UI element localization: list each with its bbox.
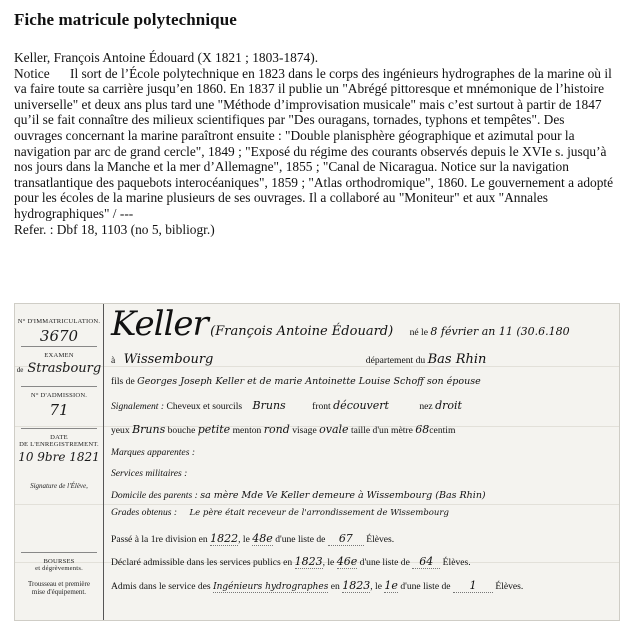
notice-text [14, 50, 616, 237]
trousseau-label: Trousseau et première mise d'équipement. [28, 580, 90, 596]
signalement-row [111, 399, 462, 412]
declare-year: 1823 [294, 555, 323, 568]
passe-year: 1822 [210, 532, 239, 545]
date-label: DATE [50, 434, 68, 441]
admission-label: N° D'ADMISSION. [30, 392, 88, 399]
bouche-label: bouche [167, 425, 196, 436]
grades-label: Grades obtenus : [111, 507, 178, 518]
register-left-column [15, 304, 104, 620]
domicile-line1: sa mère Mde Ve Keller demeure à Wissembourg (Bas Rhin) [200, 490, 486, 501]
nez-value: droit [435, 399, 462, 412]
menton-value: rond [263, 423, 290, 436]
taille-label: taille d'un mètre [350, 425, 413, 436]
features-row [111, 423, 455, 436]
date-value: 10 9bre 1821 [18, 450, 100, 464]
passe-count: 67 [328, 532, 364, 546]
visage-value: ovale [319, 423, 349, 436]
admis-year: 1823 [342, 579, 371, 592]
admission-value: 71 [49, 401, 69, 419]
examen-value: Strasbourg [27, 361, 102, 376]
nez-label: nez [419, 401, 433, 412]
passe-le-label: , le [238, 534, 250, 545]
student-given-names: (François Antoine Édouard) [210, 324, 394, 339]
date-box [15, 434, 103, 464]
bouche-value: petite [197, 423, 231, 436]
degrevements-label: et dégrèvements. [35, 565, 83, 572]
passe-eleves: Élèves. [366, 534, 395, 545]
grades-row [111, 507, 449, 518]
admis-list-label: d'une liste de [400, 581, 451, 592]
cheveux-value: Bruns [252, 399, 286, 412]
admis-label: Admis dans le service des [111, 581, 211, 592]
signature-box [15, 482, 103, 490]
page-title: Fiche matricule polytechnique [14, 10, 237, 29]
immatriculation-value: 3670 [39, 327, 79, 345]
yeux-value: Bruns [132, 423, 166, 436]
parents-row [111, 376, 481, 387]
marques-label: Marques apparentes : [111, 447, 196, 458]
notice-heading-line: Keller, François Antoine Édouard (X 1821 ; 1803-1874). [14, 50, 319, 65]
menton-label: menton [232, 425, 262, 436]
bourses-label: BOURSES [43, 558, 75, 565]
declare-count: 64 [412, 555, 440, 569]
domicile-row [111, 490, 486, 501]
signature-label: Signature de l'Élève, [30, 482, 88, 490]
name-row [111, 304, 570, 344]
declare-eleves: Élèves. [442, 557, 471, 568]
ne-le-label: né le [409, 327, 428, 338]
birthplace-row [111, 352, 486, 367]
departement-value: Bas Rhin [427, 352, 487, 367]
parents-value: Georges Joseph Keller et de marie Antoinette Louise Schoff son épouse [137, 376, 481, 387]
notice-body [14, 66, 616, 222]
passe-rank: 48e [252, 532, 273, 545]
birthplace: Wissembourg [123, 352, 214, 367]
admis-rank: 1e [384, 579, 398, 592]
examen-box [15, 352, 103, 377]
admis-count: 1 [453, 579, 493, 593]
register-card-body [111, 304, 615, 620]
notice-paragraph: Il sort de l’École polytechnique en 1823 dans le corps des ingénieurs hydrographes de la marine où il va faire toute sa carrière jusqu’en 1860. En 1837 il publie un "Abrégé pittoresque et mnémonique de l’histoire universelle" et deux ans plus tard une "Méthode d’improvisation musicale" mais c’est surtout à partir de 1847 qu’il se fait connaître des milieux scientifiques par "Des ouragans, tornades, typhons et tempêtes". Des ouvrages concernant la marine paraîtront ensuite : "Double planisphère géographique et azimutal pour la navigation par arc de grand cercle", 1849 ; "Exposé du régime des courants observés depuis le XVIe s. jusqu’à nos jours dans la Manche et la mer d’Allemagne", 1855 ; "Canal de Nicaragua. Notice sur la navigation transatlantique des paquebots interocéaniques", 1859 ; "Atlas orthodromique", 1860. Le gouvernement a adopté pour les écoles de la marine plusieurs de ses ouvrages. Il a collaboré au "Moniteur" et aux "Annales hydrographiques" / --- [14, 65, 614, 221]
a-label: à [111, 355, 116, 366]
admis-en-label: en [330, 581, 340, 592]
declare-le-label: , le [322, 557, 335, 568]
birth-date: 8 février an 11 (30.6.180 [430, 325, 570, 338]
examen-prefix: de [16, 366, 24, 374]
taille-value: 68 [415, 423, 430, 436]
passe-row [111, 532, 394, 546]
declare-rank: 46e [336, 555, 358, 568]
taille-unit: centim [429, 425, 456, 436]
departement-label: département du [365, 355, 426, 366]
declare-list-label: d'une liste de [359, 557, 410, 568]
admis-le-label: , le [370, 581, 382, 592]
front-value: découvert [333, 399, 389, 412]
examen-label: EXAMEN [44, 352, 74, 359]
passe-label: Passé à la 1re division en [111, 534, 208, 545]
admis-service: Ingénieurs hydrographes [213, 582, 329, 592]
admission-box [15, 392, 103, 419]
services-label: Services militaires : [111, 468, 188, 479]
fils-label: fils de [111, 376, 135, 387]
immatriculation-label: N° D'IMMATRICULATION. [17, 318, 101, 325]
yeux-label: yeux [111, 425, 130, 436]
declare-row [111, 555, 471, 569]
notice-label: Notice [14, 65, 50, 81]
register-card-scan [14, 303, 620, 621]
admis-eleves: Élèves. [495, 581, 524, 592]
immatriculation-box [15, 318, 103, 345]
domicile-label: Domicile des parents : [111, 490, 198, 501]
domicile-line2: Le père était receveur de l'arrondissement de Wissembourg [189, 508, 449, 518]
notice-reference: Refer. : Dbf 18, 1103 (no 5, bibliogr.) [14, 221, 215, 237]
front-label: front [312, 401, 331, 412]
bourses-box [15, 558, 103, 596]
signalement-label: Signalement : [111, 401, 165, 412]
passe-list-label: d'une liste de [275, 534, 326, 545]
student-surname: Keller [111, 304, 208, 344]
enregistrement-label: DE L'ENREGISTREMENT. [19, 441, 99, 448]
visage-label: visage [292, 425, 317, 436]
declare-label: Déclaré admissible dans les services publics en [111, 557, 293, 568]
cheveux-label: Cheveux et sourcils [166, 401, 243, 412]
admis-row [111, 579, 523, 593]
